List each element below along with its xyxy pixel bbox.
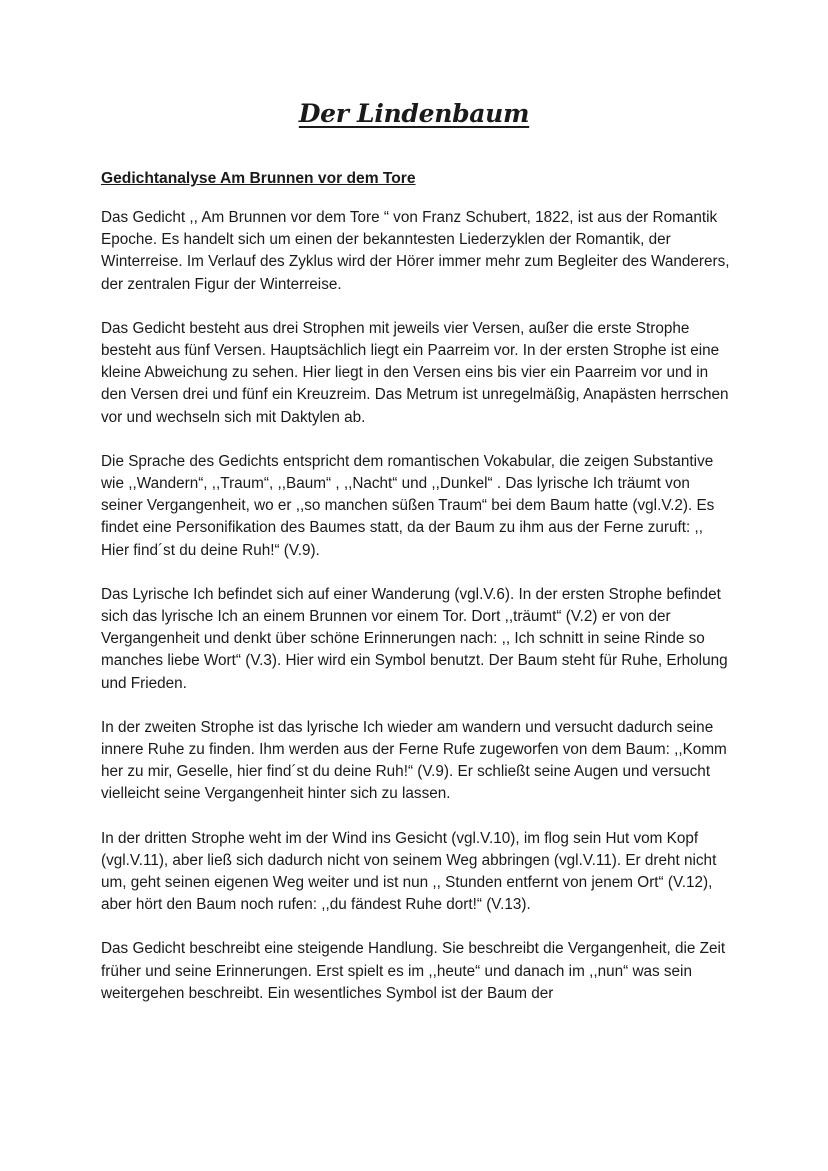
section-heading: Gedichtanalyse Am Brunnen vor dem Tore xyxy=(101,170,416,187)
paragraph-second-stanza: In der zweiten Strophe ist das lyrische Ich wieder am wandern und versucht dadurch seine innere Ruhe zu finden. Ihm werden aus der Ferne Rufe zugeworfen von dem Baum: ,,Komm her zu mir, Geselle, hier find´st du deine Ruh!“ (V.9). Er schließt seine Augen und versucht vielleicht seine Vergangenheit hinter sich zu lassen. xyxy=(101,718,727,803)
paragraph-first-stanza: Das Lyrische Ich befindet sich auf einer Wanderung (vgl.V.6). In der ersten Strophe befindet sich das lyrische Ich an einem Brunnen vor einem Tor. Dort ,,träumt“ (V.2) er von der Vergangenheit und denkt über schöne Erinnerungen nach: ,, Ich schnitt in seine Rinde so manches liebe Wort“ (V.3). Hier wird ein Symbol benutzt. Der Baum steht für Ruhe, Erholung und Frieden. xyxy=(101,585,728,692)
paragraph-third-stanza: In der dritten Strophe weht im der Wind ins Gesicht (vgl.V.10), im flog sein Hut vom Kopf (vgl.V.11), aber ließ sich dadurch nicht von seinem Weg abbringen (vgl.V.11). Er dreht nicht um, geht seinen eigenen Weg weiter und ist nun ,, Stunden entfernt von jenem Ort“ (V.12), aber hört den Baum noch rufen: ,,du fändest Ruhe dort!“ (V.13). xyxy=(101,829,717,914)
document-title: Der Lindenbaum xyxy=(298,99,530,128)
paragraph-intro: Das Gedicht ,, Am Brunnen vor dem Tore “ von Franz Schubert, 1822, ist aus der Romantik Epoche. Es handelt sich um einen der bekanntesten Liederzyklen der Romantik, der Winterreise. Im Verlauf des Zyklus wird der Hörer immer mehr zum Begleiter des Wanderers, der zentralen Figur der Winterreise. xyxy=(101,209,730,293)
paragraph-plot: Das Gedicht beschreibt eine steigende Handlung. Sie beschreibt die Vergangenheit, die Zeit früher und seine Erinnerungen. Erst spielt es im ,,heute“ und danach im ,,nun“ was sein weitergehen beschreibt. Ein wesentliches Symbol ist der Baum der xyxy=(101,940,726,1002)
paragraph-form: Das Gedicht besteht aus drei Strophen mit jeweils vier Versen, außer die erste Strophe besteht aus fünf Versen. Hauptsächlich liegt ein Paarreim vor. In der ersten Strophe ist eine kleine Abweichung zu sehen. Hier liegt in den Versen eins bis vier ein Paarreim vor und in den Versen drei und fünf ein Kreuzreim. Das Metrum ist unregelmäßig, Anapästen herrschen vor und wechseln sich mit Daktylen ab. xyxy=(101,319,729,426)
document-body xyxy=(101,168,731,1027)
paragraph-language: Die Sprache des Gedichts entspricht dem romantischen Vokabular, die zeigen Substantive wie ,,Wandern“, ,,Traum“, ,,Baum“ , ,,Nacht“ und ,,Dunkel“ . Das lyrische Ich träumt von seiner Vergangenheit, wo er ,,so manchen süßen Traum“ bei dem Baum hatte (vgl.V.2). Es findet eine Personifikation des Baumes statt, da der Baum zu ihm aus der Ferne zuruft: ,, Hier find´st du deine Ruh!“ (V.9). xyxy=(101,452,715,559)
